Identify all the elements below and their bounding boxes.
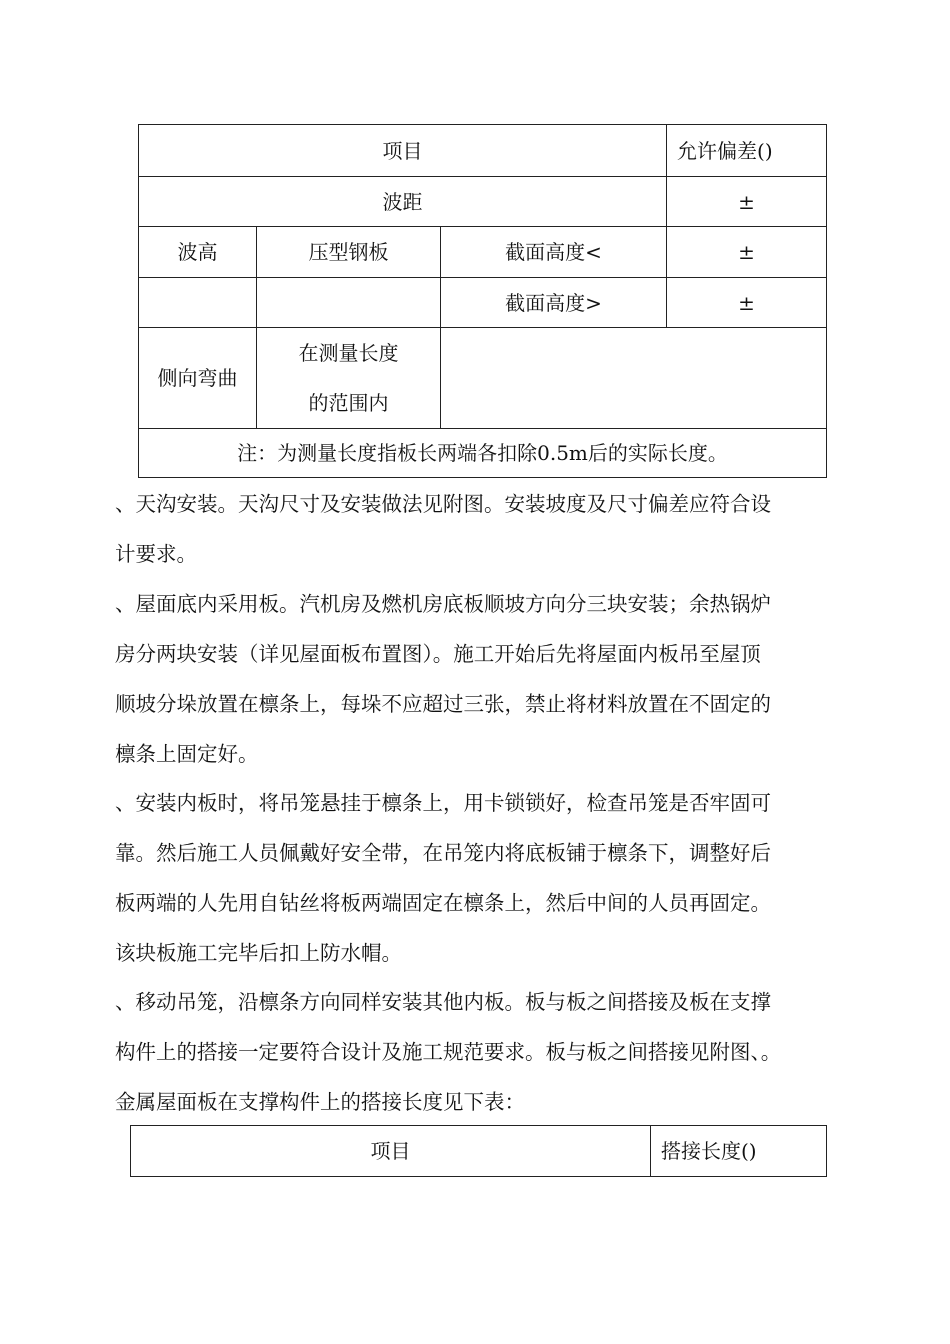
header-tolerance: 允许偏差()	[667, 125, 827, 177]
table-row	[139, 227, 827, 278]
row-bend-label: 侧向弯曲	[139, 328, 257, 429]
row-pitch-label: 波距	[139, 177, 667, 227]
row-height-label: 波高	[139, 227, 257, 278]
text-line: 檩条上固定好。	[115, 742, 259, 766]
paragraph-inner-panel	[115, 778, 845, 978]
header-item: 项目	[139, 125, 667, 177]
row-height2-material	[257, 278, 441, 328]
table-row	[139, 177, 827, 227]
text-line: 金属屋面板在支撑构件上的搭接长度见下表：	[115, 1090, 525, 1114]
table-row	[139, 328, 827, 429]
text-line: 计要求。	[115, 542, 197, 566]
text-line: 板两端的人先用自钻丝将板两端固定在檩条上，然后中间的人员再固定。	[115, 891, 771, 915]
row-bend-value	[441, 328, 827, 429]
overlap-table	[130, 1125, 827, 1177]
row-height-condition: 截面高度<	[441, 227, 667, 278]
table-header-row	[139, 125, 827, 177]
row-height2-value: ±	[667, 278, 827, 328]
row-height-value: ±	[667, 227, 827, 278]
row-height2-label	[139, 278, 257, 328]
text-line: 该块板施工完毕后扣上防水帽。	[115, 941, 402, 965]
table-row	[139, 278, 827, 328]
text-line: 靠。然后施工人员佩戴好安全带，在吊笼内将底板铺于檩条下，调整好后	[115, 841, 771, 865]
text-line: 、屋面底内采用板。汽机房及燃机房底板顺坡方向分三块安装；余热锅炉	[115, 592, 771, 616]
row-height-material: 压型钢板	[257, 227, 441, 278]
text-line: 、天沟安装。天沟尺寸及安装做法见附图。安装坡度及尺寸偏差应符合设	[115, 492, 771, 516]
row-bend-range-line1: 在测量长度	[298, 341, 399, 365]
paragraph-gutter	[115, 479, 845, 579]
header-item: 项目	[131, 1126, 651, 1177]
text-line: 、安装内板时，将吊笼悬挂于檩条上，用卡锁锁好，检查吊笼是否牢固可	[115, 791, 771, 815]
row-bend-range-line2: 的范围内	[308, 391, 389, 415]
paragraph-bottom-panel	[115, 579, 845, 779]
table-note-row	[139, 429, 827, 478]
header-overlap: 搭接长度()	[651, 1126, 827, 1177]
text-line: 、移动吊笼，沿檩条方向同样安装其他内板。板与板之间搭接及板在支撑	[115, 990, 771, 1014]
row-height2-condition: 截面高度>	[441, 278, 667, 328]
text-line: 房分两块安装（详见屋面板布置图）。施工开始后先将屋面内板吊至屋顶	[115, 642, 761, 666]
row-bend-range	[257, 328, 441, 429]
text-line: 顺坡分垛放置在檩条上，每垛不应超过三张，禁止将材料放置在不固定的	[115, 692, 771, 716]
table-note: 注：为测量长度指板长两端各扣除0.5m后的实际长度。	[139, 429, 827, 478]
tolerance-table	[138, 124, 827, 478]
row-pitch-value: ±	[667, 177, 827, 227]
table-header-row	[131, 1126, 827, 1177]
text-line: 构件上的搭接一定要符合设计及施工规范要求。板与板之间搭接见附图、。	[115, 1040, 782, 1064]
paragraph-move-cage	[115, 977, 845, 1127]
